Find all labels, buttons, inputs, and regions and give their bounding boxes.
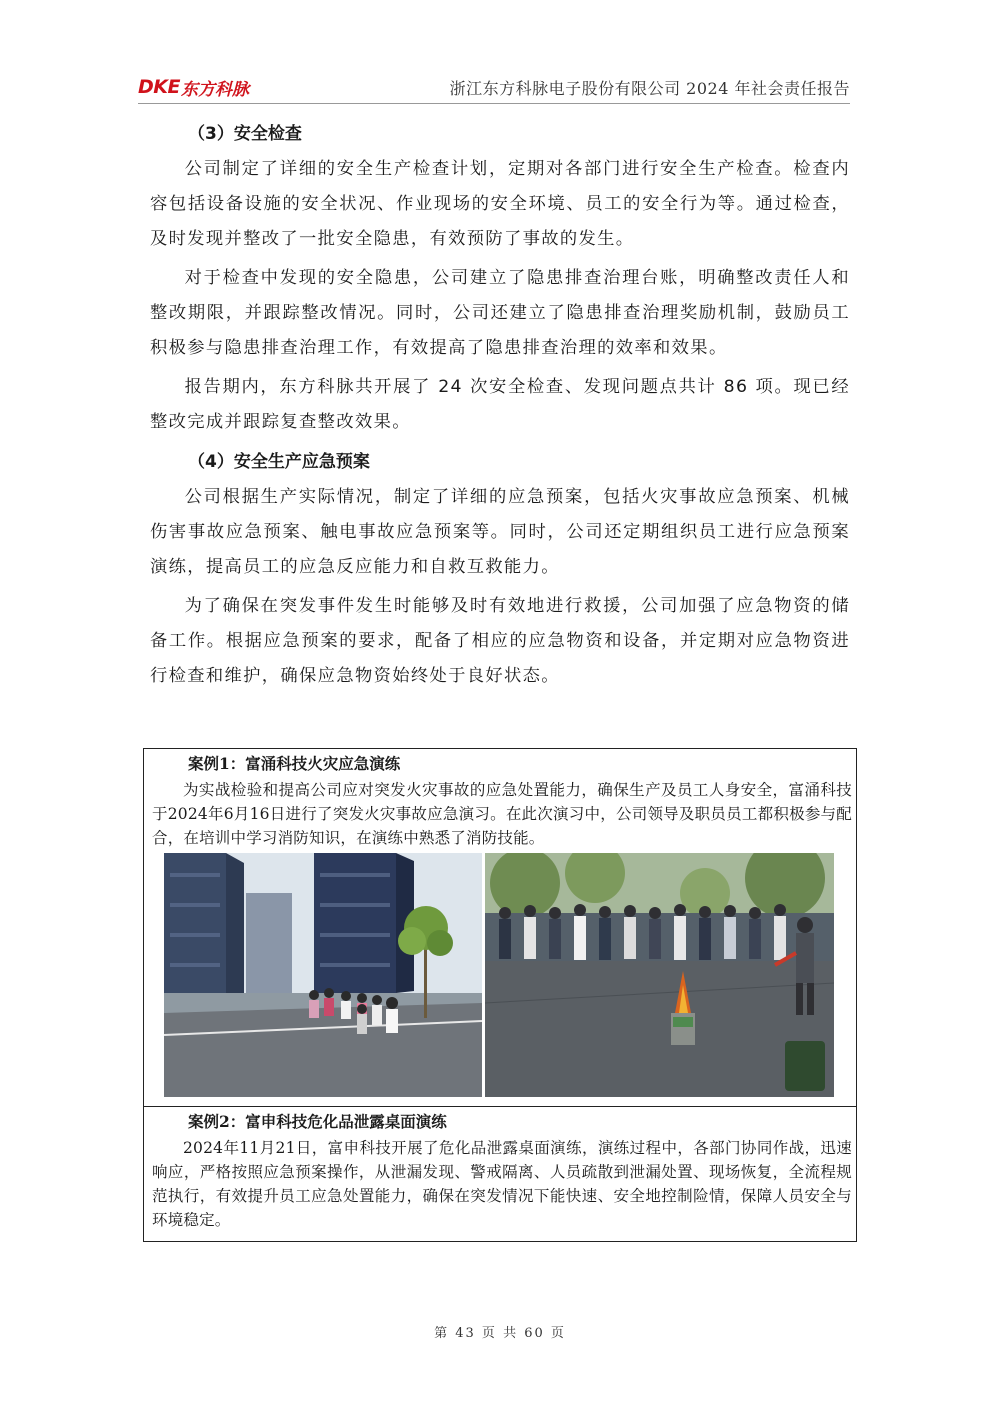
case-1-title: 案例1：富涌科技火灾应急演练 bbox=[188, 754, 401, 773]
case-1-text: 为实战检验和提高公司应对突发火灾事故的应急处置能力，确保生产及员工人身安全，富涌科技于2024年6月16日进行了突发火灾事故应急演习。在此次演习中，公司领导及职员员工都积极参与配合，在培训中学习消防知识，在演练中熟悉了消防技能。 bbox=[152, 781, 852, 847]
paragraph: 为了确保在突发事件发生时能够及时有效地进行救援，公司加强了应急物资的储备工作。根据应急预案的要求，配备了相应的应急物资和设备，并定期对应急物资进行检查和维护，确保应急物资始终处于良好状态。 bbox=[150, 596, 850, 686]
case-divider bbox=[144, 1106, 856, 1107]
paragraph: 报告期内，东方科脉共开展了 24 次安全检查、发现问题点共计 86 项。现已经整改完成并跟踪复查整改效果。 bbox=[150, 377, 850, 432]
paragraph: 公司制定了详细的安全生产检查计划，定期对各部门进行安全生产检查。检查内容包括设备设施的安全状况、作业现场的安全环境、员工的安全行为等。通过检查，及时发现并整改了一批安全隐患，有效预防了事故的发生。 bbox=[150, 159, 850, 249]
evacuation-drill-illustration bbox=[164, 853, 482, 1097]
logo-chinese: 东方科脉 bbox=[180, 79, 249, 100]
header-divider bbox=[138, 103, 850, 104]
main-content bbox=[150, 116, 850, 694]
paragraph: 对于检查中发现的安全隐患，公司建立了隐患排查治理台账，明确整改责任人和整改期限，并跟踪整改情况。同时，公司还建立了隐患排查治理奖励机制，鼓励员工积极参与隐患排查治理工作，有效提高了隐患排查治理的效率和效果。 bbox=[150, 268, 850, 358]
case-study-box bbox=[143, 748, 857, 1242]
case-2-title: 案例2：富申科技危化品泄露桌面演练 bbox=[188, 1112, 447, 1131]
case-1-photos bbox=[164, 853, 834, 1097]
company-logo bbox=[138, 74, 249, 100]
evacuation-drill-photo bbox=[164, 853, 482, 1097]
paragraph: 公司根据生产实际情况，制定了详细的应急预案，包括火灾事故应急预案、机械伤害事故应急预案、触电事故应急预案等。同时，公司还定期组织员工进行应急预案演练，提高员工的应急反应能力和自救互救能力。 bbox=[150, 487, 850, 577]
section-heading-emergency-plan: （4）安全生产应急预案 bbox=[188, 452, 370, 472]
fire-extinguisher-training-photo bbox=[485, 853, 834, 1097]
report-title: 浙江东方科脉电子股份有限公司 2024 年社会责任报告 bbox=[449, 79, 850, 98]
case-2-text: 2024年11月21日，富申科技开展了危化品泄露桌面演练，演练过程中，各部门协同作战，迅速响应，严格按照应急预案操作，从泄漏发现、警戒隔离、人员疏散到泄漏处置、现场恢复，全流程规范执行，有效提升员工应急处置能力，确保在突发情况下能快速、安全地控制险情，保障人员安全与环境稳定。 bbox=[152, 1139, 852, 1229]
page-header bbox=[138, 70, 850, 102]
logo-latin: DKE bbox=[138, 76, 180, 98]
section-heading-safety-inspection: （3）安全检查 bbox=[188, 124, 302, 144]
fire-training-illustration bbox=[485, 853, 834, 1097]
page-number: 第 43 页 共 60 页 bbox=[434, 1326, 566, 1341]
